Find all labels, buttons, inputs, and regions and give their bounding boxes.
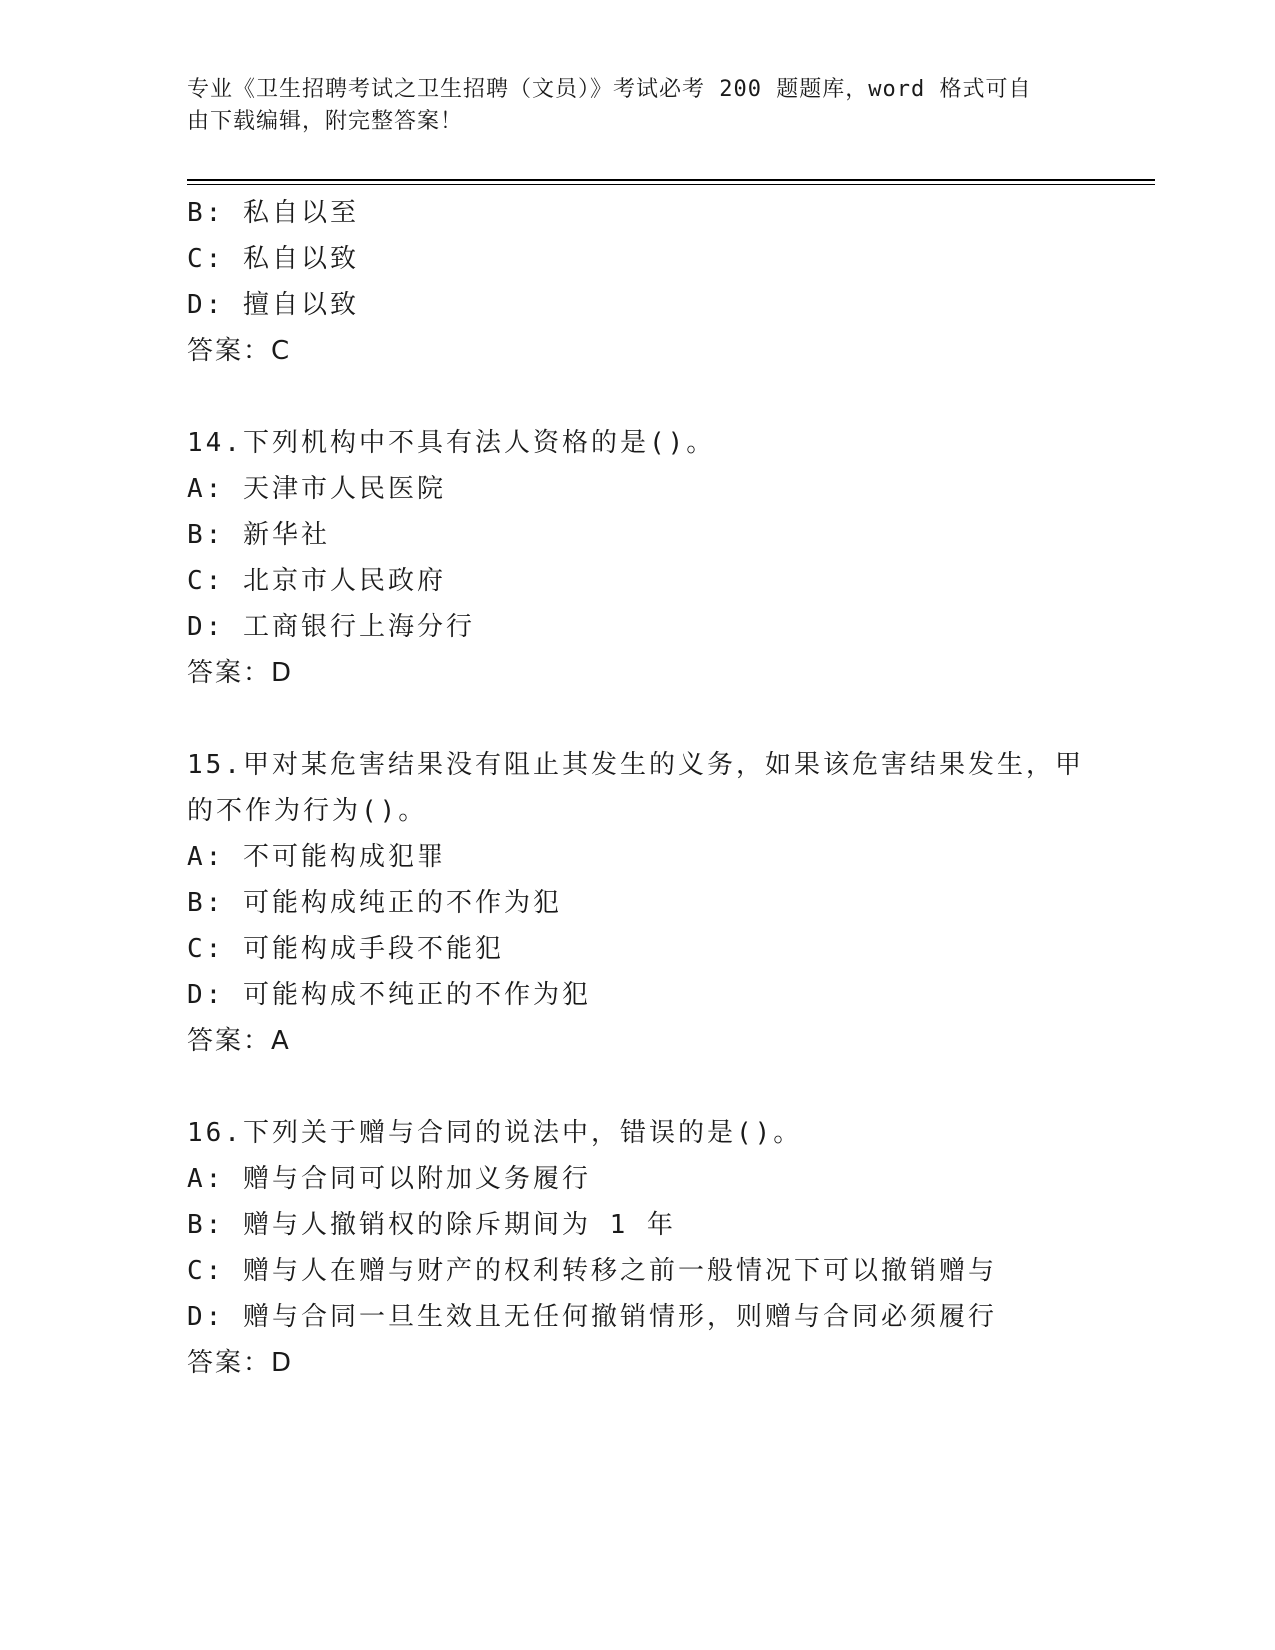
option-b: B: 私自以至 [187, 198, 359, 228]
question-14 [187, 420, 1087, 696]
question-15 [187, 742, 1087, 1064]
answer-line: 答案：D [187, 658, 294, 688]
header-line-2: 由下载编辑，附完整答案！ [187, 109, 464, 134]
option-a: A: 赠与合同可以附加义务履行 [187, 1164, 591, 1194]
question-stem-line-1: 15.甲对某危害结果没有阻止其发生的义务，如果该危害结果发生，甲 [187, 750, 1084, 780]
spacer [187, 1064, 1087, 1110]
option-c: C: 可能构成手段不能犯 [187, 934, 504, 964]
option-c: C: 赠与人在赠与财产的权利转移之前一般情况下可以撤销赠与 [187, 1256, 997, 1286]
question-stem-line-2: 的不作为行为()。 [187, 796, 428, 826]
option-b: B: 新华社 [187, 520, 330, 550]
spacer [187, 374, 1087, 420]
header-rule-thick [187, 179, 1155, 181]
option-d: D: 可能构成不纯正的不作为犯 [187, 980, 591, 1010]
question-list [187, 190, 1087, 1386]
option-d: D: 赠与合同一旦生效且无任何撤销情形，则赠与合同必须履行 [187, 1302, 997, 1332]
question-13-tail [187, 190, 1087, 374]
option-a: A: 不可能构成犯罪 [187, 842, 446, 872]
option-b: B: 赠与人撤销权的除斥期间为 1 年 [187, 1210, 676, 1240]
option-c: C: 北京市人民政府 [187, 566, 446, 596]
question-16 [187, 1110, 1087, 1386]
header-line-1: 专业《卫生招聘考试之卫生招聘（文员）》考试必考 200 题题库，word 格式可自 [187, 77, 1032, 102]
question-stem: 16.下列关于赠与合同的说法中，错误的是()。 [187, 1118, 803, 1148]
answer-line: 答案：D [187, 1348, 294, 1378]
option-b: B: 可能构成纯正的不作为犯 [187, 888, 562, 918]
question-stem: 14.下列机构中不具有法人资格的是()。 [187, 428, 716, 458]
option-a: A: 天津市人民医院 [187, 474, 446, 504]
answer-line: 答案：A [187, 1026, 291, 1056]
spacer [187, 696, 1087, 742]
document-header [187, 74, 1087, 138]
option-d: D: 擅自以致 [187, 290, 359, 320]
option-d: D: 工商银行上海分行 [187, 612, 475, 642]
option-c: C: 私自以致 [187, 244, 359, 274]
header-rule-thin [187, 184, 1155, 185]
answer-line: 答案：C [187, 336, 292, 366]
